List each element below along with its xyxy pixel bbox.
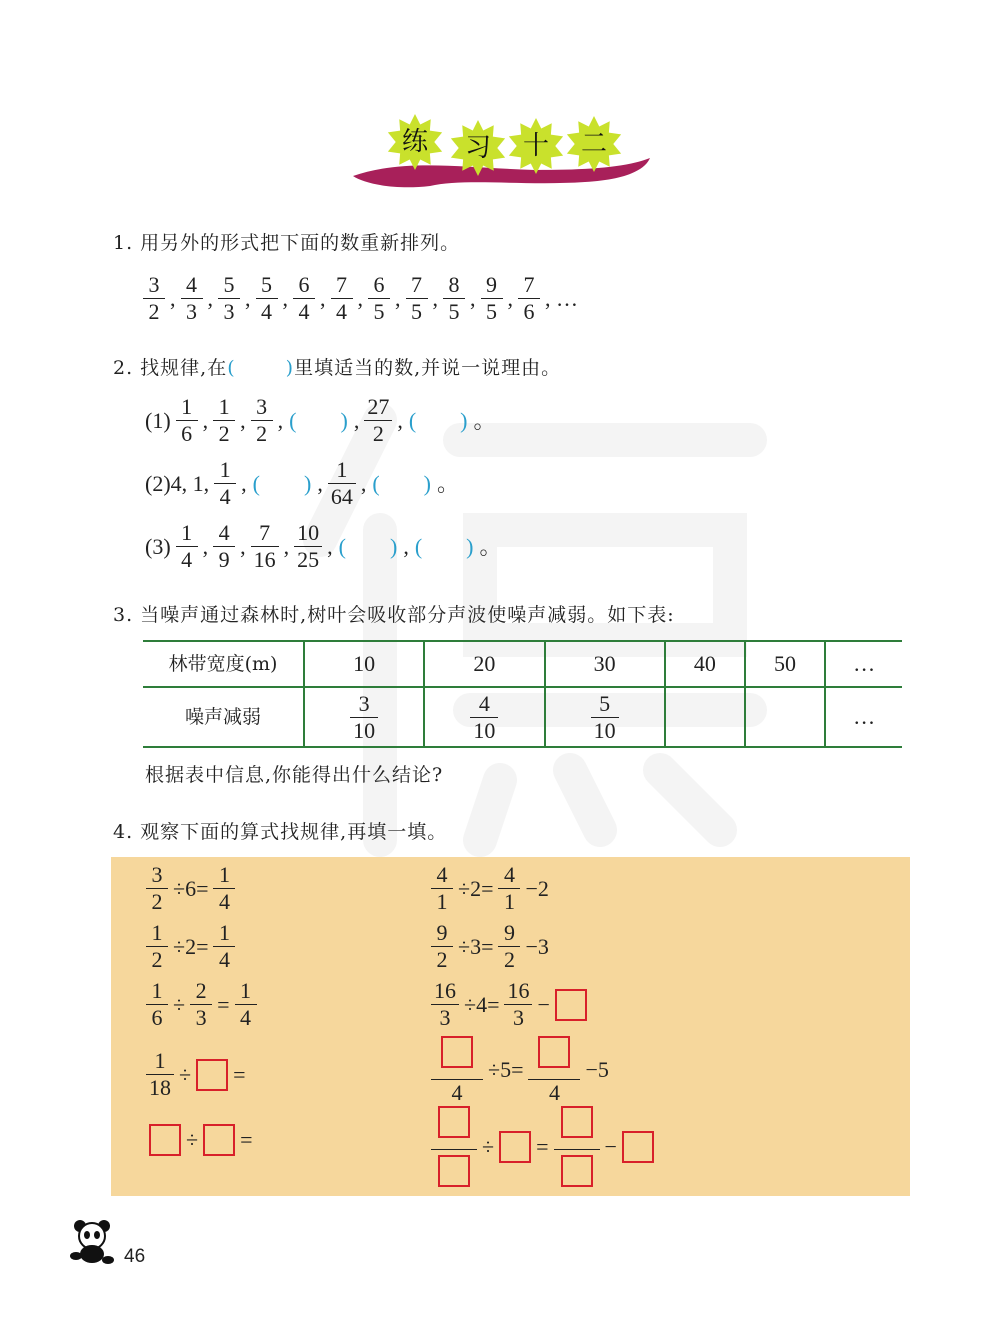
title-char: 练 xyxy=(401,127,428,157)
math-text: , xyxy=(320,285,326,311)
q2-part2 xyxy=(143,457,461,510)
blank-gap xyxy=(296,408,340,434)
denominator: 3 xyxy=(190,1004,212,1031)
math-text: , xyxy=(507,285,513,311)
q4-left-eq xyxy=(143,978,260,1031)
fraction xyxy=(528,1034,580,1106)
denominator: 4 xyxy=(256,298,278,325)
table-cell-empty[interactable] xyxy=(665,687,745,747)
math-text: , … xyxy=(545,285,578,311)
answer-box[interactable] xyxy=(441,1036,473,1068)
math-text: −2 xyxy=(525,875,549,901)
fraction xyxy=(176,520,198,573)
answer-blank[interactable] xyxy=(253,471,312,497)
math-text: , xyxy=(353,407,360,433)
math-text: , xyxy=(395,285,401,311)
numerator xyxy=(554,1104,600,1149)
row-label: 噪声减弱 xyxy=(184,706,261,728)
fraction xyxy=(235,978,257,1031)
exercise-title-banner xyxy=(345,108,665,193)
denominator: 1 xyxy=(431,888,453,915)
fraction xyxy=(431,920,453,973)
math-text: ÷5= xyxy=(488,1057,524,1082)
q4-left-eq xyxy=(146,1122,255,1158)
math-text: , xyxy=(241,470,247,496)
numerator: 3 xyxy=(151,862,163,887)
denominator: 25 xyxy=(294,546,322,573)
answer-box[interactable] xyxy=(149,1124,181,1156)
math-text: , xyxy=(403,533,409,559)
math-text: (2)4, 1, xyxy=(145,470,210,496)
table-row xyxy=(143,641,902,687)
paren-open: ( xyxy=(408,407,417,433)
table-cell-empty[interactable] xyxy=(745,687,825,747)
answer-box[interactable] xyxy=(203,1124,235,1156)
fraction xyxy=(146,862,168,915)
denominator: 3 xyxy=(504,1004,532,1031)
numerator: 1 xyxy=(218,862,230,887)
q4-left-eq xyxy=(143,862,238,915)
numerator: 9 xyxy=(503,920,515,945)
numerator: 9 xyxy=(436,920,448,945)
math-text: , xyxy=(240,533,246,559)
answer-box[interactable] xyxy=(561,1106,593,1138)
table-cell xyxy=(424,687,544,747)
numerator: 1 xyxy=(336,457,348,482)
denominator: 10 xyxy=(350,717,378,744)
blank-gap xyxy=(422,534,466,560)
denominator: 1 xyxy=(498,888,520,915)
table-cell: 50 xyxy=(745,641,825,687)
denominator: 6 xyxy=(176,420,198,447)
q2-heading-text: 2. 找规律,在 xyxy=(113,357,228,379)
math-text: ÷2= xyxy=(458,875,494,901)
math-text: , xyxy=(277,407,284,433)
numerator: 3 xyxy=(256,394,268,419)
numerator: 1 xyxy=(219,457,231,482)
numerator: 8 xyxy=(448,272,460,297)
numerator: 4 xyxy=(186,272,197,297)
q4-right-eq xyxy=(428,1104,657,1189)
fraction xyxy=(190,978,212,1031)
numerator: 1 xyxy=(151,978,163,1003)
fraction xyxy=(213,520,235,573)
math-text: (1) xyxy=(145,407,171,433)
fraction xyxy=(213,862,235,915)
numerator: 6 xyxy=(373,272,385,297)
title-char: 二 xyxy=(580,129,607,159)
numerator: 1 xyxy=(218,394,230,419)
numerator: 1 xyxy=(240,978,251,1003)
blank-gap xyxy=(380,471,424,497)
answer-blank[interactable] xyxy=(409,408,468,434)
numerator xyxy=(531,1034,577,1079)
math-text: ÷2= xyxy=(173,933,209,959)
numerator: 5 xyxy=(599,690,611,716)
denominator: 6 xyxy=(518,298,540,325)
blank-gap xyxy=(416,408,460,434)
title-star xyxy=(508,118,564,174)
fraction xyxy=(443,272,465,325)
fraction xyxy=(364,394,392,447)
numerator: 7 xyxy=(523,272,535,297)
denominator: 2 xyxy=(146,946,168,973)
panda-icon xyxy=(68,1218,118,1268)
math-text: , xyxy=(240,407,246,433)
math-text: −5 xyxy=(585,1057,609,1082)
math-text: , xyxy=(282,285,288,311)
paren-close: ) xyxy=(423,470,431,496)
math-text: ÷ xyxy=(186,1127,199,1152)
numerator: 2 xyxy=(195,978,207,1003)
fraction xyxy=(504,978,532,1031)
math-text: , xyxy=(432,285,438,311)
math-text: − xyxy=(537,991,550,1017)
denominator xyxy=(554,1149,600,1189)
q2-part1 xyxy=(143,394,497,447)
math-text: 。 xyxy=(479,533,502,559)
numerator: 4 xyxy=(218,520,230,545)
fraction xyxy=(518,272,540,325)
answer-blank[interactable] xyxy=(339,534,398,560)
answer-box[interactable] xyxy=(438,1155,470,1187)
math-text: −3 xyxy=(525,933,549,959)
fraction xyxy=(176,394,198,447)
math-text: , xyxy=(317,470,323,496)
math-text: ÷4= xyxy=(464,991,500,1017)
math-text: , xyxy=(360,470,367,496)
math-text: ÷ xyxy=(179,1061,192,1087)
fraction xyxy=(498,920,520,973)
numerator: 3 xyxy=(148,272,160,297)
fraction xyxy=(213,394,235,447)
denominator: 5 xyxy=(406,298,428,325)
denominator: 18 xyxy=(146,1074,174,1101)
denominator: 9 xyxy=(213,546,235,573)
q4-left-eq xyxy=(143,1048,248,1101)
answer-box[interactable] xyxy=(438,1106,470,1138)
table-cell xyxy=(545,687,665,747)
fraction xyxy=(406,272,428,325)
fraction xyxy=(554,1104,600,1189)
math-text: , xyxy=(397,407,403,433)
denominator: 5 xyxy=(481,298,503,325)
math-text: ÷6= xyxy=(173,875,209,901)
paren-close: ) xyxy=(389,533,398,559)
denominator xyxy=(431,1149,477,1189)
table-cell: … xyxy=(825,687,902,747)
denominator: 4 xyxy=(293,298,315,325)
numerator: 4 xyxy=(503,862,515,887)
blank-gap xyxy=(236,356,286,380)
math-text: ÷ xyxy=(482,1133,495,1159)
denominator: 4 xyxy=(528,1079,580,1106)
answer-blank[interactable] xyxy=(289,408,348,434)
fraction xyxy=(251,520,279,573)
math-text: , xyxy=(283,533,290,559)
table-cell: 30 xyxy=(545,641,665,687)
fraction xyxy=(331,272,353,325)
denominator: 3 xyxy=(218,298,240,325)
table-cell: 10 xyxy=(304,641,424,687)
fraction xyxy=(431,862,453,915)
numerator: 1 xyxy=(218,920,230,945)
denominator: 3 xyxy=(181,298,203,325)
denominator: 4 xyxy=(213,946,235,973)
denominator: 4 xyxy=(214,483,236,510)
math-text: = xyxy=(536,1133,549,1159)
answer-box[interactable] xyxy=(622,1131,654,1163)
denominator: 4 xyxy=(176,546,198,573)
blank-gap xyxy=(260,471,304,497)
answer-box[interactable] xyxy=(538,1036,570,1068)
math-text: ÷ xyxy=(173,991,186,1017)
numerator: 7 xyxy=(259,520,271,545)
numerator: 9 xyxy=(486,272,497,297)
numerator: 1 xyxy=(181,394,193,419)
fraction xyxy=(368,272,390,325)
table-cell: 20 xyxy=(424,641,544,687)
fraction xyxy=(143,272,165,325)
denominator: 2 xyxy=(143,298,165,325)
paren-close: ) xyxy=(460,407,468,433)
table-cell xyxy=(304,687,424,747)
numerator: 4 xyxy=(478,690,490,716)
fraction xyxy=(431,1034,483,1106)
title-star xyxy=(566,116,622,172)
denominator: 4 xyxy=(431,1079,483,1106)
numerator: 3 xyxy=(358,690,370,716)
numerator: 1 xyxy=(154,1048,166,1073)
math-text: 。 xyxy=(436,470,459,496)
numerator: 16 xyxy=(434,978,456,1003)
math-text: , xyxy=(202,407,209,433)
numerator: 1 xyxy=(181,520,193,545)
fraction xyxy=(146,920,168,973)
denominator: 2 xyxy=(213,420,235,447)
q4-right-eq xyxy=(428,920,551,973)
math-text: , xyxy=(245,285,251,311)
denominator: 4 xyxy=(331,298,353,325)
q2-part3 xyxy=(143,520,503,573)
paren-open: ( xyxy=(338,533,346,559)
answer-box[interactable] xyxy=(561,1155,593,1187)
q4-heading: 4. 观察下面的算式找规律,再填一填。 xyxy=(113,821,448,843)
q4-right-eq xyxy=(428,1034,611,1106)
paren-open: ( xyxy=(227,357,236,379)
fraction xyxy=(146,978,168,1031)
q4-right-eq xyxy=(428,862,551,915)
fraction xyxy=(181,272,203,325)
numerator: 1 xyxy=(151,920,163,945)
answer-blank[interactable] xyxy=(415,534,474,560)
fraction xyxy=(470,691,498,744)
math-text: − xyxy=(604,1133,617,1159)
fraction xyxy=(213,920,235,973)
denominator: 2 xyxy=(498,946,520,973)
denominator: 2 xyxy=(364,420,392,447)
fraction xyxy=(251,394,273,447)
fraction xyxy=(294,520,322,573)
math-text: = xyxy=(217,991,230,1017)
denominator: 2 xyxy=(146,888,168,915)
answer-box[interactable] xyxy=(555,989,587,1021)
math-text: 。 xyxy=(473,407,496,433)
blank-gap xyxy=(346,534,390,560)
numerator: 5 xyxy=(261,272,272,297)
paren-open: ( xyxy=(289,407,297,433)
math-text: = xyxy=(233,1061,246,1087)
q2-heading xyxy=(113,356,561,380)
numerator: 7 xyxy=(411,272,422,297)
paren-close: ) xyxy=(466,533,474,559)
fraction xyxy=(293,272,315,325)
denominator: 2 xyxy=(431,946,453,973)
q1-sequence xyxy=(140,272,580,325)
numerator xyxy=(431,1104,477,1149)
q3-heading: 3. 当噪声通过森林时,树叶会吸收部分声波使噪声减弱。如下表: xyxy=(113,604,675,626)
q4-right-eq xyxy=(428,978,590,1031)
numerator: 6 xyxy=(298,272,310,297)
paren-close: ) xyxy=(340,407,348,433)
title-star xyxy=(450,120,506,176)
row-label: 林带宽度(m) xyxy=(168,653,278,675)
math-text: , xyxy=(170,285,176,311)
table-row xyxy=(143,687,902,747)
fraction xyxy=(256,272,278,325)
paren-open: ( xyxy=(252,470,260,496)
title-char: 十 xyxy=(522,131,549,161)
table-cell: … xyxy=(825,641,902,687)
numerator xyxy=(434,1034,480,1079)
numerator: 16 xyxy=(507,978,530,1003)
fraction xyxy=(328,457,356,510)
denominator: 64 xyxy=(328,483,356,510)
page-number: 46 xyxy=(124,1246,146,1267)
math-text: = xyxy=(240,1127,253,1152)
fraction xyxy=(431,978,459,1031)
denominator: 3 xyxy=(431,1004,459,1031)
denominator: 10 xyxy=(591,717,619,744)
math-text: , xyxy=(202,533,209,559)
denominator: 10 xyxy=(470,717,498,744)
math-text: , xyxy=(207,285,213,311)
denominator: 5 xyxy=(443,298,465,325)
q4-left-eq xyxy=(143,920,238,973)
fraction xyxy=(431,1104,477,1189)
blank-parens xyxy=(227,356,294,380)
paren-open: ( xyxy=(414,533,423,559)
title-char: 习 xyxy=(464,133,491,163)
numerator: 4 xyxy=(436,862,448,887)
fraction xyxy=(214,457,236,510)
fraction xyxy=(146,1048,174,1101)
numerator: 5 xyxy=(223,272,235,297)
math-text: , xyxy=(357,285,363,311)
math-text: (3) xyxy=(145,533,171,559)
denominator: 6 xyxy=(146,1004,168,1031)
denominator: 16 xyxy=(251,546,279,573)
q2-heading-text: 里填适当的数,并说一说理由。 xyxy=(294,357,562,379)
noise-table xyxy=(143,640,902,748)
denominator: 5 xyxy=(368,298,390,325)
title-star xyxy=(387,114,443,170)
paren-close: ) xyxy=(303,470,312,496)
numerator: 27 xyxy=(367,394,390,419)
denominator: 2 xyxy=(251,420,273,447)
denominator: 4 xyxy=(235,1004,257,1031)
answer-box[interactable] xyxy=(196,1059,228,1091)
math-text: ÷3= xyxy=(458,933,494,959)
fraction xyxy=(591,691,619,744)
table-cell: 40 xyxy=(665,641,745,687)
fraction xyxy=(350,691,378,744)
math-text: , xyxy=(470,285,476,311)
answer-blank[interactable] xyxy=(372,471,431,497)
numerator: 10 xyxy=(297,520,320,545)
math-text: , xyxy=(327,533,333,559)
answer-box[interactable] xyxy=(499,1131,531,1163)
paren-open: ( xyxy=(372,470,380,496)
q1-heading: 1. 用另外的形式把下面的数重新排列。 xyxy=(113,232,461,254)
fraction xyxy=(218,272,240,325)
numerator: 7 xyxy=(336,272,347,297)
fraction xyxy=(498,862,520,915)
q3-question: 根据表中信息,你能得出什么结论? xyxy=(145,764,444,786)
fraction xyxy=(481,272,503,325)
paren-close: ) xyxy=(285,357,295,379)
denominator: 4 xyxy=(213,888,235,915)
